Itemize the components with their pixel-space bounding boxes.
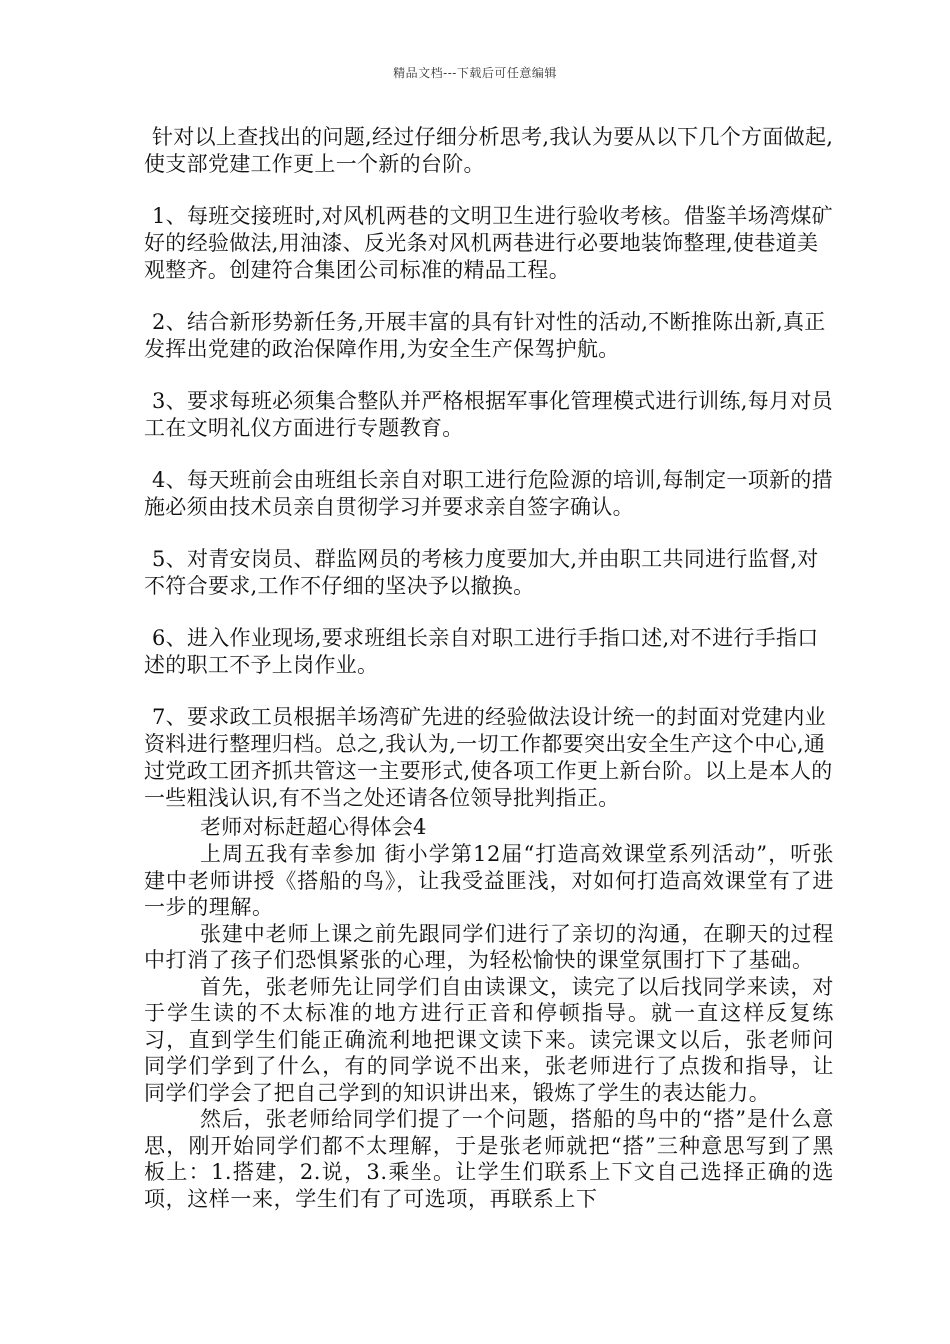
section-paragraph-2: 张建中老师上课之前先跟同学们进行了亲切的沟通，在聊天的过程中打消了孩子们恐惧紧张的心理，为轻松愉快的课堂氛围打下了基础。	[144, 921, 834, 972]
section-title: 老师对标赶超心得体会4	[200, 815, 427, 839]
list-item-1: 1、每班交接班时,对风机两巷的文明卫生进行验收考核。借鉴羊场湾煤矿好的经验做法,用油漆、反光条对风机两巷进行必要地装饰整理,使巷道美观整齐。创建符合集团公司标准的精品工程。	[144, 204, 833, 282]
section-paragraph-4: 然后，张老师给同学们提了一个问题，搭船的鸟中的“搭”是什么意思，刚开始同学们都不太理解，于是张老师就把“搭”三种意思写到了黑板上：1.搭建，2.说，3.乘坐。让学生们联系上下文自己选择正确的选项，这样一来，学生们有了可选项，再联系上下	[144, 1107, 834, 1211]
list-item-4: 4、每天班前会由班组长亲自对职工进行危险源的培训,每制定一项新的措施必须由技术员亲自贯彻学习并要求亲自签字确认。	[144, 468, 833, 519]
intro-paragraph: 针对以上查找出的问题,经过仔细分析思考,我认为要从以下几个方面做起,使支部党建工作更上一个新的台阶。	[144, 125, 834, 176]
list-item-7: 7、要求政工员根据羊场湾矿先进的经验做法设计统一的封面对党建内业资料进行整理归档。总之,我认为,一切工作都要突出安全生产这个中心,通过党政工团齐抓共管这一主要形式,使各项工作更上新台阶。以上是本人的一些粗浅认识,有不当之处还请各位领导批判指正。	[144, 705, 833, 810]
section-paragraph-1: 上周五我有幸参加 街小学第12届“打造高效课堂系列活动”，听张建中老师讲授《搭船的鸟》，让我受益匪浅，对如何打造高效课堂有了进一步的理解。	[144, 842, 834, 919]
list-item-6: 6、进入作业现场,要求班组长亲自对职工进行手指口述,对不进行手指口述的职工不予上岗作业。	[144, 626, 819, 677]
page-header: 精品文档---下载后可任意编辑	[393, 66, 557, 80]
list-item-2: 2、结合新形势新任务,开展丰富的具有针对性的活动,不断推陈出新,真正发挥出党建的政治保障作用,为安全生产保驾护航。	[144, 310, 826, 361]
list-item-5: 5、对青安岗员、群监网员的考核力度要加大,并由职工共同进行监督,对不符合要求,工作不仔细的坚决予以撤换。	[144, 547, 819, 598]
document-body	[144, 124, 834, 1212]
list-item-3: 3、要求每班必须集合整队并严格根据军事化管理模式进行训练,每月对员工在文明礼仪方面进行专题教育。	[144, 389, 833, 440]
section-paragraph-3: 首先，张老师先让同学们自由读课文，读完了以后找同学来读，对于学生读的不太标准的地方进行正音和停顿指导。就一直这样反复练习，直到学生们能正确流利地把课文读下来。读完课文以后，张老师问同学们学到了什么，有的同学说不出来，张老师进行了点拨和指导，让同学们学会了把自己学到的知识讲出来，锻炼了学生的表达能力。	[144, 974, 834, 1105]
